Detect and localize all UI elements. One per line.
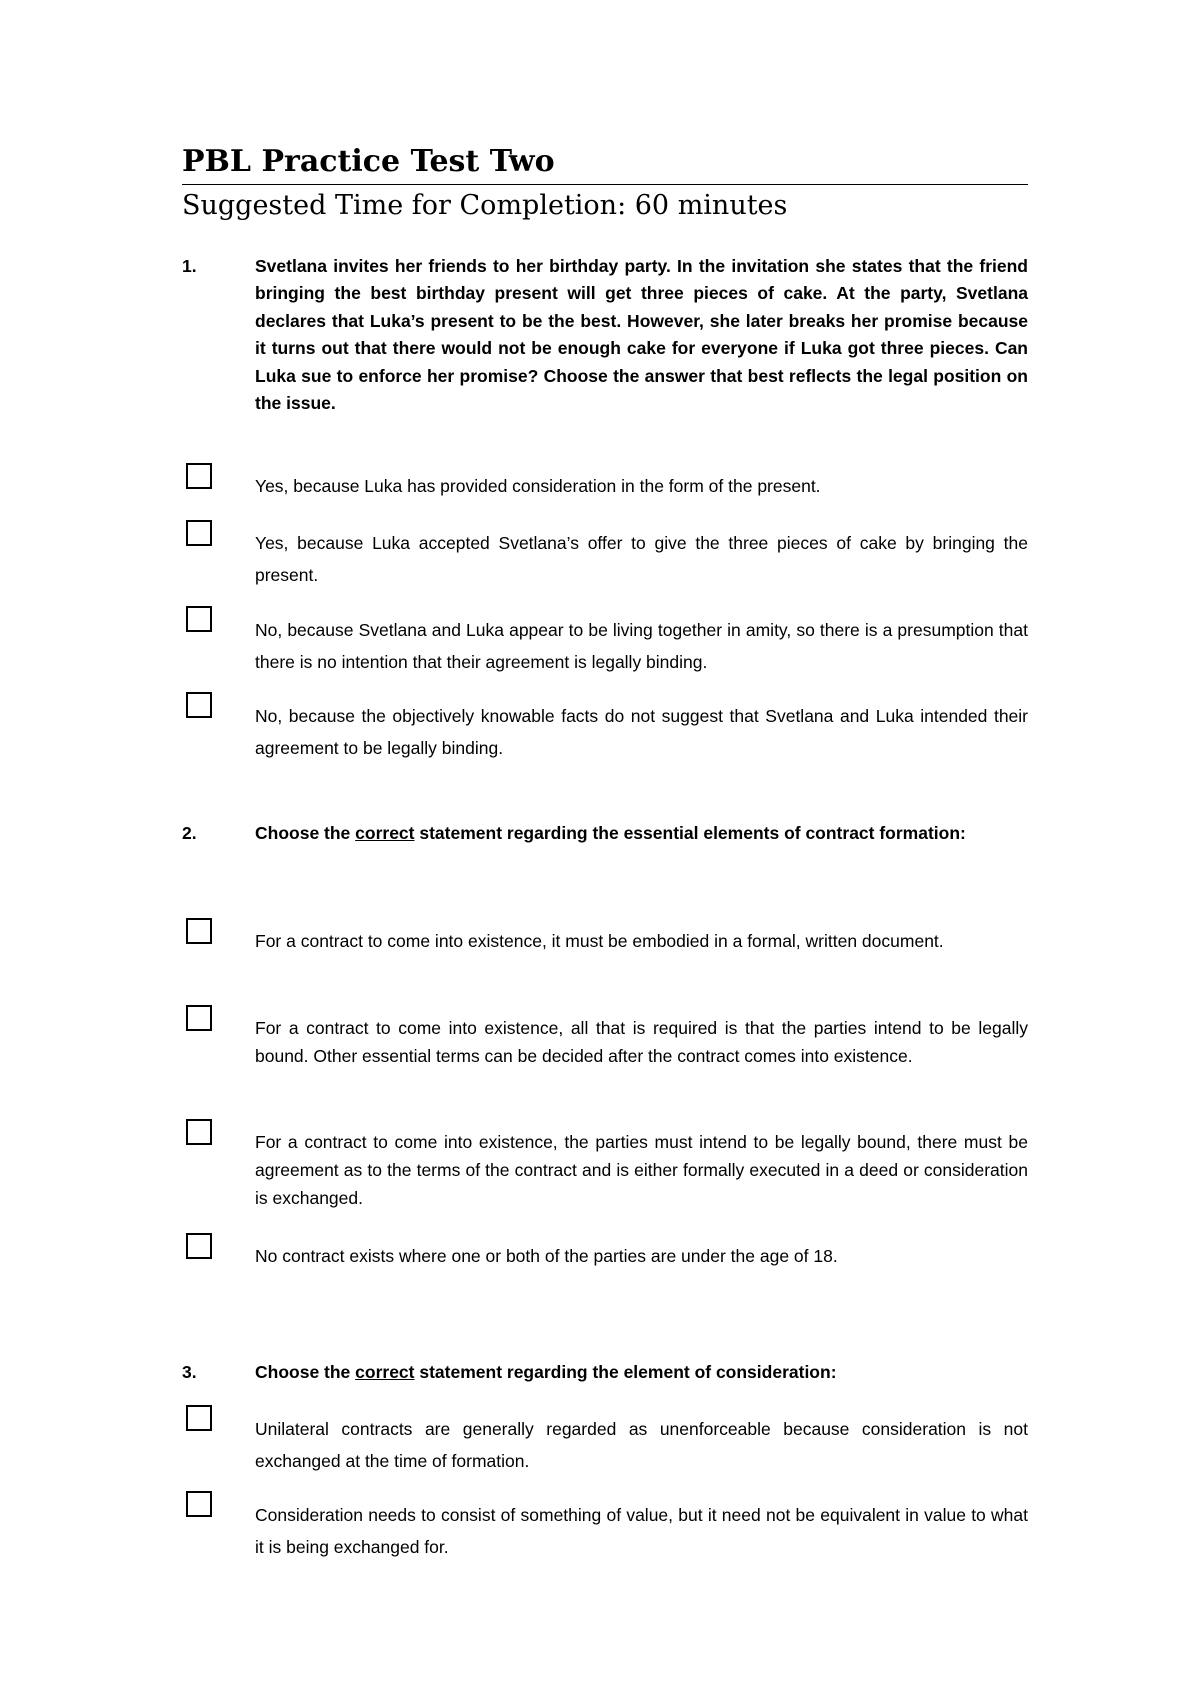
question-1-text: Svetlana invites her friends to her birthday party. In the invitation she states that the friend bringing the best birthday present will get three pieces of cake. At the party, Svetlana declares that Luka’s present to be the best. However, she later breaks her promise because it turns out that there would not be enough cake for everyone if Luka got three pieces. Can Luka sue to enforce her promise? Choose the answer that best reflects the legal position on the issue. — [255, 256, 1028, 414]
question-2-option-4-text: No contract exists where one or both of the parties are under the age of 18. — [255, 1246, 838, 1266]
title-divider — [182, 184, 1028, 185]
question-3-text-rest: statement regarding the element of consideration: — [414, 1362, 837, 1382]
question-1-option-2-checkbox[interactable] — [186, 520, 212, 546]
question-2-option-3-checkbox[interactable] — [186, 1119, 212, 1145]
question-2-option-1-checkbox[interactable] — [186, 918, 212, 944]
question-3-option-2-checkbox[interactable] — [186, 1491, 212, 1517]
question-1-option-3-text: No, because Svetlana and Luka appear to be living together in amity, so there is a presumption that there is no intention that their agreement is legally binding. — [255, 620, 1028, 672]
question-1-option-1-text: Yes, because Luka has provided consideration in the form of the present. — [255, 476, 821, 496]
question-3-option-1-checkbox[interactable] — [186, 1405, 212, 1431]
question-2-option-4-checkbox[interactable] — [186, 1233, 212, 1259]
question-3-text — [255, 1359, 1028, 1386]
question-3-number: 3. — [182, 1362, 197, 1382]
question-2-option-2-text: For a contract to come into existence, all that is required is that the parties intend to be legally bound. Other essential terms can be decided after the contract comes into existence. — [255, 1018, 1028, 1066]
question-3-option-2-text: Consideration needs to consist of something of value, but it need not be equivalent in value to what it is being exchanged for. — [255, 1505, 1028, 1557]
question-3-emphasis: correct — [355, 1362, 415, 1382]
question-1-option-1-checkbox[interactable] — [186, 463, 212, 489]
question-2-text-rest: statement regarding the essential elements of contract formation: — [414, 823, 966, 843]
question-2-text-lead: Choose the — [255, 823, 356, 843]
question-2-option-1-text: For a contract to come into existence, it must be embodied in a formal, written document. — [255, 931, 944, 951]
question-3-text-lead: Choose the — [255, 1362, 356, 1382]
question-1-number: 1. — [182, 256, 197, 276]
question-2-option-3-text: For a contract to come into existence, the parties must intend to be legally bound, there must be agreement as to the terms of the contract and is either formally executed in a deed or consideration is exchanged. — [255, 1132, 1028, 1208]
question-3-option-1-text: Unilateral contracts are generally regarded as unenforceable because consideration is not exchanged at the time of formation. — [255, 1419, 1028, 1471]
question-2-emphasis: correct — [355, 823, 415, 843]
question-2-number: 2. — [182, 823, 197, 843]
question-2-text — [255, 820, 1028, 847]
question-1-option-4-text: No, because the objectively knowable facts do not suggest that Svetlana and Luka intended their agreement to be legally binding. — [255, 706, 1028, 758]
question-1-option-3-checkbox[interactable] — [186, 606, 212, 632]
page-subtitle: Suggested Time for Completion: 60 minutes — [182, 190, 788, 221]
question-1-option-2-text: Yes, because Luka accepted Svetlana’s offer to give the three pieces of cake by bringing the present. — [255, 533, 1028, 585]
question-2-option-2-checkbox[interactable] — [186, 1005, 212, 1031]
page-title: PBL Practice Test Two — [182, 144, 555, 179]
question-1-option-4-checkbox[interactable] — [186, 692, 212, 718]
